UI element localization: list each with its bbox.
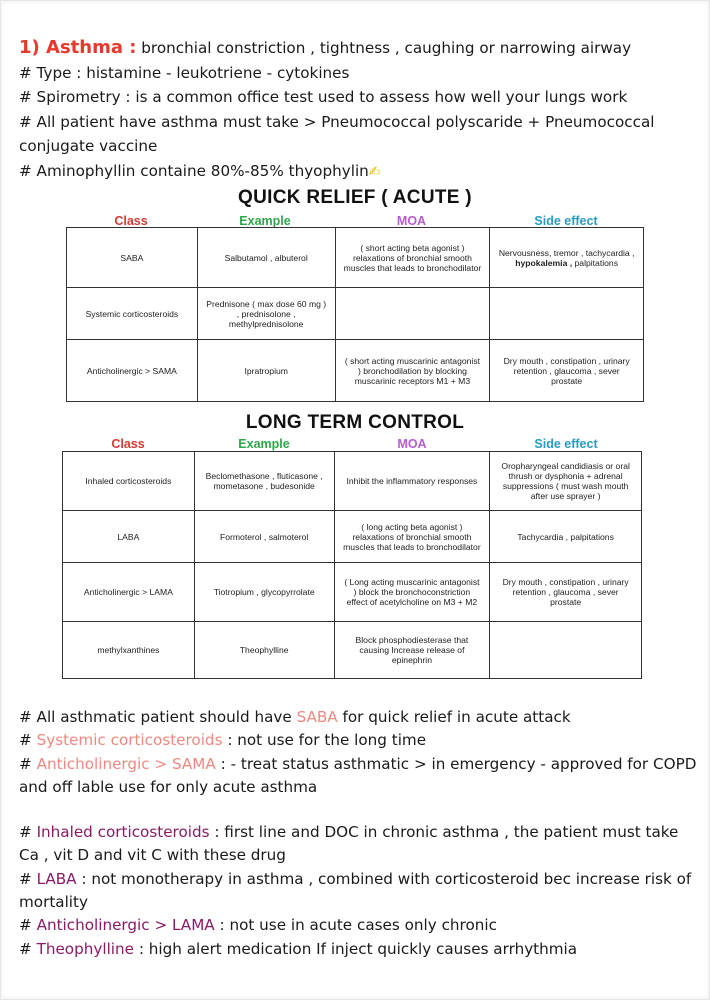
long-class-cell: Inhaled corticosteroids [63, 452, 195, 511]
note-sama [19, 753, 699, 800]
pencil-doodle-icon: ✍ [368, 163, 381, 180]
bottom-notes [19, 706, 699, 961]
note-highlight: Theophylline [36, 939, 134, 958]
quick-column-headers [66, 214, 643, 228]
long-side-cell: Oropharyngeal candidiasis or oral thrush or dysphonia + adrenal suppressions ( must wash mouth after use sprayer ) [490, 452, 642, 511]
table-row [63, 452, 642, 511]
note-systemic [19, 729, 699, 752]
long-example-cell: Beclomethasone , fluticasone , mometasone , budesonide [194, 452, 334, 511]
note-lama [19, 914, 699, 937]
table-row [67, 228, 644, 288]
aminophyllin-line [19, 159, 699, 185]
note-text: # All asthmatic patient should have [19, 708, 292, 726]
table-row [63, 511, 642, 563]
quick-header-class: Class [114, 214, 148, 228]
note-theophylline [19, 938, 699, 961]
asthma-definition [19, 36, 699, 61]
quick-moa-cell: ( short acting beta agonist ) relaxations of bronchial smooth muscles that leads to bronchodilator [335, 228, 490, 288]
note-text: # [19, 869, 32, 888]
spacer [19, 799, 699, 821]
long-example-cell: Formoterol , salmoterol [194, 511, 334, 563]
quick-side-cell: Dry mouth , constipation , urinary retention , glaucoma , sever prostate [490, 340, 644, 402]
note-text: : not use in acute cases only chronic [219, 916, 497, 935]
quick-example-cell: Ipratropium [197, 340, 335, 402]
long-class-cell: LABA [63, 511, 195, 563]
quick-class-cell: SABA [67, 228, 198, 288]
quick-class-cell: Anticholinergic > SAMA [67, 340, 198, 402]
note-text: : high alert medication If inject quickly causes arrhythmia [138, 939, 578, 958]
note-highlight: Anticholinergic > SAMA [36, 754, 216, 773]
note-text: # [19, 754, 32, 773]
long-moa-cell: Block phosphodiesterase that causing Increase release of epinephrin [334, 622, 490, 679]
long-moa-cell: ( long acting beta agonist ) relaxations of bronchial smooth muscles that leads to bronchodilator [334, 511, 490, 563]
quick-relief-table [66, 227, 644, 402]
side-text-bold: hypokalemia , [515, 257, 573, 268]
quick-side-cell [490, 228, 644, 288]
table-row [67, 340, 644, 402]
long-term-table [62, 451, 642, 679]
note-highlight: SABA [296, 708, 338, 726]
note-saba [19, 706, 699, 729]
note-highlight: Anticholinergic > LAMA [36, 916, 215, 935]
table-row [63, 563, 642, 622]
long-class-cell: Anticholinergic > LAMA [63, 563, 195, 622]
quick-class-cell: Systemic corticosteroids [67, 288, 198, 340]
quick-relief-title: QUICK RELIEF ( ACUTE ) [238, 187, 472, 208]
quick-header-side-effect: Side effect [534, 214, 598, 228]
note-highlight: Systemic corticosteroids [36, 731, 223, 750]
long-moa-cell: Inhibit the inflammatory responses [334, 452, 490, 511]
note-highlight: Inhaled corticosteroids [36, 823, 210, 842]
long-example-cell: Theophylline [194, 622, 334, 679]
note-text: # [19, 916, 32, 935]
note-text: : not monotherapy in asthma , combined with corticosteroid bec increase risk of mortality [19, 869, 692, 912]
aminophyllin-text: # Aminophyllin containe 80%-85% thyophylin [19, 161, 369, 180]
long-header-example: Example [238, 437, 290, 451]
note-text: # [19, 939, 32, 958]
asthma-definition-text: bronchial constriction , tightness , caughing or narrowing airway [141, 39, 632, 57]
quick-example-cell: Salbutamol , albuterol [197, 228, 335, 288]
note-text: for quick relief in acute attack [342, 708, 571, 726]
quick-header-moa: MOA [396, 214, 427, 228]
pneumococcal-line: # All patient have asthma must take > Pneumococcal polyscaride + Pneumococcal conjugate vaccine [19, 112, 655, 156]
long-side-cell: Dry mouth , constipation , urinary retention , glaucoma , sever prostate [490, 563, 642, 622]
note-text: : - treat status asthmatic > in emergency - approved for COPD and off lable use for only acute asthma [19, 754, 697, 796]
long-header-side-effect: Side effect [534, 437, 598, 451]
long-example-cell: Tiotropium , glycopyrrolate [194, 563, 334, 622]
long-column-headers [62, 437, 642, 451]
quick-header-example: Example [239, 214, 291, 228]
side-text: Nervousness, tremor , tachycardia , [498, 247, 635, 258]
table-row [67, 288, 644, 340]
long-class-cell: methylxanthines [63, 622, 195, 679]
quick-example-cell: Prednisone ( max dose 60 mg ) , prednisolone , methylprednisolone [197, 288, 335, 340]
type-line: # Type : histamine - leukotriene - cytokines [19, 63, 350, 82]
asthma-title: 1) Asthma : [19, 37, 137, 58]
note-highlight: LABA [36, 869, 77, 888]
note-text: : not use for the long time [227, 731, 427, 750]
note-laba [19, 868, 699, 915]
note-ics [19, 821, 699, 868]
note-text: # [19, 731, 32, 750]
spirometry-line: # Spirometry : is a common office test used to assess how well your lungs work [19, 88, 628, 107]
table-row [63, 622, 642, 679]
long-header-moa: MOA [397, 437, 427, 451]
quick-moa-cell: ( short acting muscarinic antagonist ) bronchodilation by blocking muscarinic receptors M1 + M3 [335, 340, 490, 402]
long-moa-cell: ( Long acting muscarinic antagonist ) block the bronchoconstriction effect of acetylcholine on M3 + M2 [334, 563, 490, 622]
long-header-class: Class [111, 437, 145, 451]
intro-notes [19, 36, 699, 185]
note-text: : first line and DOC in chronic asthma , the patient must take Ca , vit D and vit C with these drug [19, 823, 679, 865]
quick-moa-cell [335, 288, 490, 340]
side-text-end: palpitations [574, 257, 618, 268]
long-term-title: LONG TERM CONTROL [245, 412, 465, 433]
long-side-cell [490, 622, 642, 679]
note-text: # [19, 823, 32, 842]
long-side-cell: Tachycardia , palpitations [490, 511, 642, 563]
quick-side-cell [490, 288, 644, 340]
